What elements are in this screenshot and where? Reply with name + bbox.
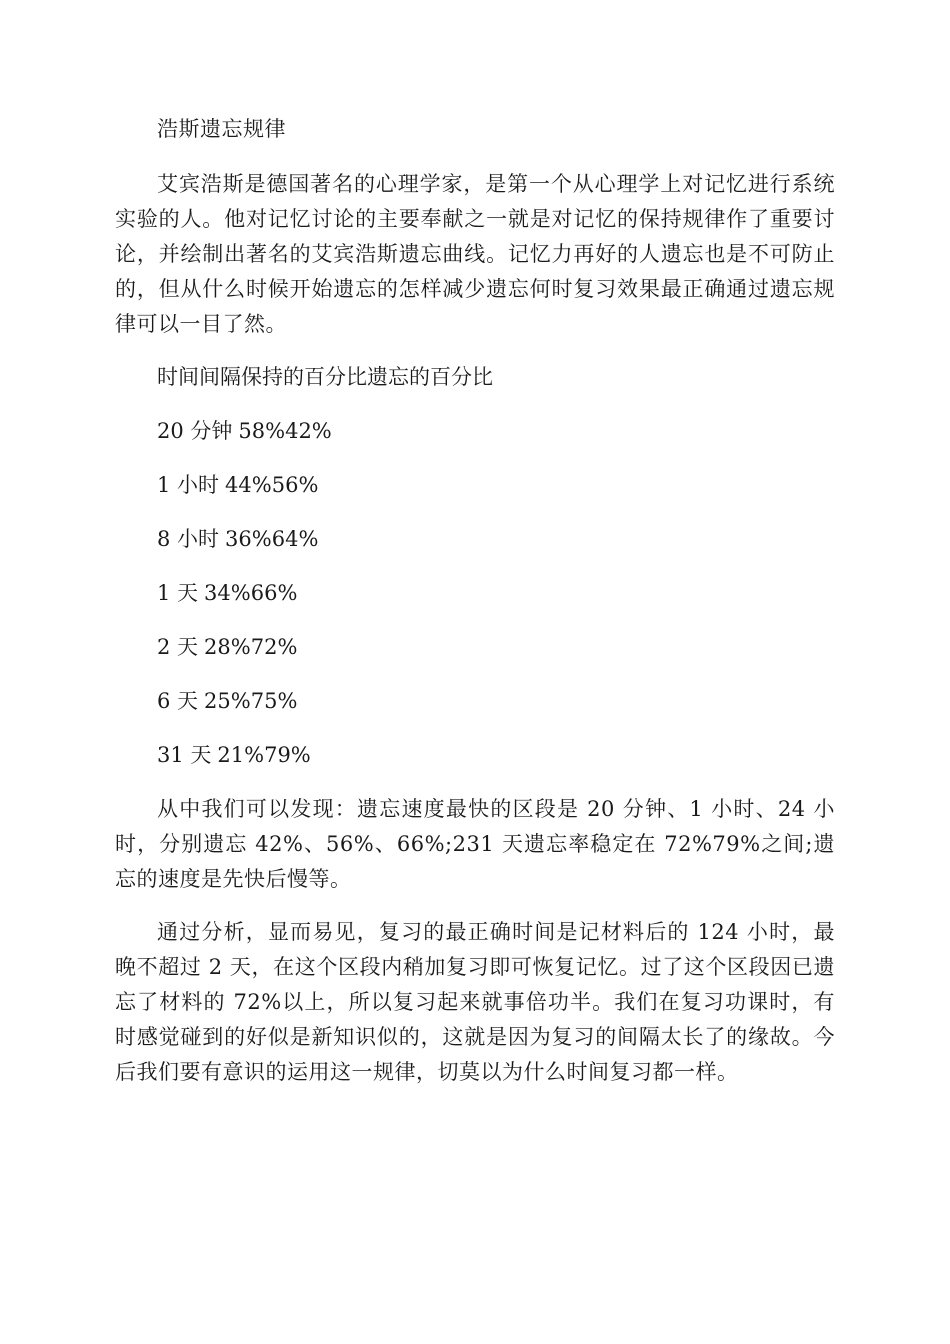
table-row: [115, 630, 835, 665]
table-row: [115, 738, 835, 773]
row-interval: 1 天: [157, 581, 199, 605]
row-interval: 6 天: [157, 689, 199, 713]
analysis-paragraph: 通过分析，显而易见，复习的最正确时间是记材料后的 124 小时，最晚不超过 2 天，在这个区段内稍加复习即可恢复记忆。过了这个区段因已遗忘了材料的 72%以上，所以复习起来就事倍功半。我们在复习功课时，有时感觉碰到的好似是新知识似的，这就是因为复习的间隔太长了的缘故。今后我们要有意识的运用这一规律，切莫以为什么时间复习都一样。: [115, 920, 835, 1084]
row-values: 34%66%: [204, 581, 298, 605]
row-values: 21%79%: [217, 743, 311, 767]
table-row: [115, 522, 835, 557]
row-interval: 2 天: [157, 635, 199, 659]
table-row: [115, 414, 835, 449]
table-header: 时间间隔保持的百分比遗忘的百分比: [157, 365, 493, 389]
row-values: 28%72%: [204, 635, 298, 659]
table-row: [115, 468, 835, 503]
row-values: 25%75%: [204, 689, 298, 713]
intro-paragraph: 艾宾浩斯是德国著名的心理学家，是第一个从心理学上对记忆进行系统实验的人。他对记忆讨论的主要奉献之一就是对记忆的保持规律作了重要讨论，并绘制出著名的艾宾浩斯遗忘曲线。记忆力再好的人遗忘也是不可防止的，但从什么时候开始遗忘的怎样减少遗忘何时复习效果最正确通过遗忘规律可以一目了然。: [115, 172, 835, 336]
row-interval: 20 分钟: [157, 419, 233, 443]
row-interval: 8 小时: [157, 527, 220, 551]
document-title: 浩斯遗忘规律: [157, 117, 286, 141]
row-values: 58%42%: [238, 419, 332, 443]
row-interval: 31 天: [157, 743, 212, 767]
row-values: 44%56%: [225, 473, 319, 497]
row-interval: 1 小时: [157, 473, 220, 497]
table-row: [115, 576, 835, 611]
table-row: [115, 684, 835, 719]
document-page: [115, 112, 835, 1108]
finding-paragraph: 从中我们可以发现：遗忘速度最快的区段是 20 分钟、1 小时、24 小时，分别遗忘 42%、56%、66%;231 天遗忘率稳定在 72%79%之间;遗忘的速度是先快后慢等。: [115, 797, 835, 891]
row-values: 36%64%: [225, 527, 319, 551]
